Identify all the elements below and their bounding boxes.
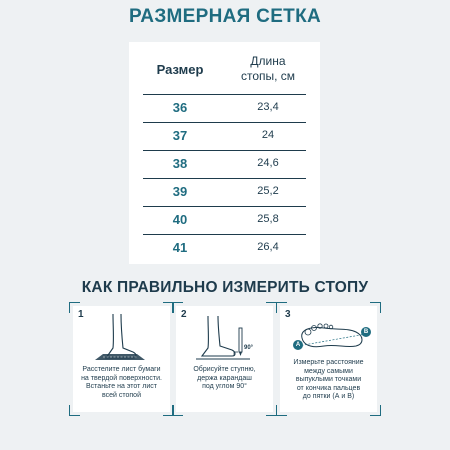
length-cell: 26,4 — [257, 241, 279, 253]
row-divider — [143, 150, 306, 151]
row-divider — [143, 234, 306, 235]
table-row — [129, 122, 320, 149]
corner-bracket — [69, 405, 80, 416]
length-cell: 24 — [261, 129, 275, 141]
step-number: 1 — [78, 309, 84, 320]
point-b-label: B — [361, 327, 371, 337]
table-row — [129, 178, 320, 205]
size-cell: 40 — [172, 212, 188, 227]
pencil-tracing-icon — [176, 306, 273, 366]
size-table — [129, 42, 320, 264]
length-cell: 25,8 — [257, 213, 279, 225]
page-title: РАЗМЕРНАЯ СЕТКА — [129, 6, 321, 27]
row-divider — [143, 94, 306, 95]
row-divider — [143, 122, 306, 123]
table-row — [129, 150, 320, 177]
size-cell: 36 — [172, 100, 188, 115]
size-cell: 39 — [172, 184, 188, 199]
table-row — [129, 206, 320, 233]
step-card-3 — [280, 306, 377, 412]
step-description: Расстелите лист бумаги на твердой поверхности. Встаньте на этот лист всей стопой — [81, 366, 162, 399]
step-number: 3 — [285, 309, 291, 320]
table-row — [129, 94, 320, 121]
angle-label: 90° — [244, 345, 254, 351]
step-description: Измерьте расстояние между самыми выпуклыми точками от кончика пальцев до пятки (А и В) — [293, 359, 364, 401]
foot-on-paper-icon — [73, 306, 170, 366]
step-card-1 — [73, 306, 170, 412]
corner-bracket — [370, 405, 381, 416]
corner-bracket — [276, 405, 287, 416]
header-length — [225, 54, 311, 84]
step-number: 2 — [181, 309, 187, 320]
length-cell: 25,2 — [257, 185, 279, 197]
header-size: Размер — [156, 62, 204, 77]
step-description: Обрисуйте ступню, держа карандаш под углом 90° — [193, 366, 256, 391]
corner-bracket — [172, 405, 183, 416]
header-length-line2: стопы, см — [240, 69, 296, 83]
step-card-2 — [176, 306, 273, 412]
size-cell: 41 — [172, 240, 188, 255]
table-row — [129, 234, 320, 261]
header-length-line1: Длина — [250, 54, 286, 68]
size-cell: 37 — [172, 128, 188, 143]
row-divider — [143, 206, 306, 207]
table-header — [129, 42, 320, 100]
section-subtitle: КАК ПРАВИЛЬНО ИЗМЕРИТЬ СТОПУ — [81, 279, 369, 296]
row-divider — [143, 178, 306, 179]
length-cell: 24,6 — [257, 157, 279, 169]
point-a-label: A — [293, 340, 303, 350]
size-cell: 38 — [172, 156, 188, 171]
length-cell: 23,4 — [257, 101, 279, 113]
